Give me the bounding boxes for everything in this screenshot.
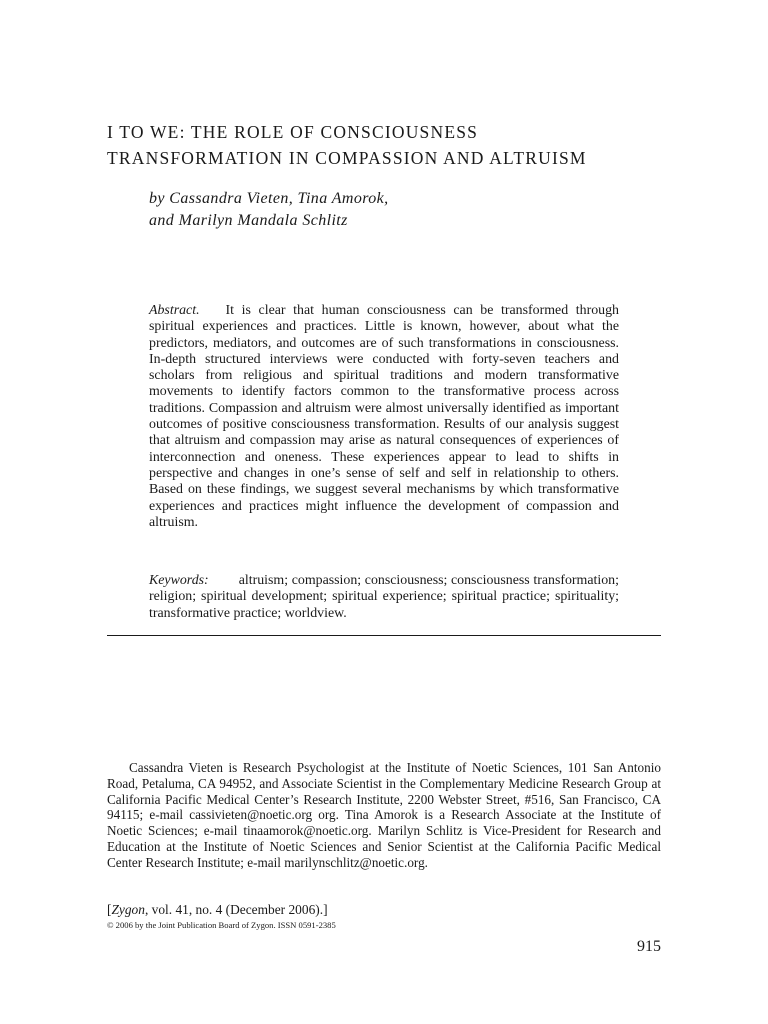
keywords-text: altruism; compassion; consciousness; consciousness transformation; religion; spiritual development; spiritual experience; spiritual practice; spirituality; transformative practice; worldview. [149, 573, 619, 621]
keywords-label: Keywords: [149, 573, 209, 588]
journal-citation [107, 902, 328, 918]
page-number: 915 [637, 938, 661, 955]
abstract [149, 303, 619, 531]
article-title [107, 119, 667, 171]
citation-open-bracket: [ [107, 902, 112, 917]
section-divider [107, 635, 661, 636]
author-line-1: by Cassandra Vieten, Tina Amorok, [149, 190, 389, 207]
author-line-2: and Marilyn Mandala Schlitz [149, 212, 348, 229]
abstract-label: Abstract. [149, 303, 200, 318]
title-line-1: I TO WE: THE ROLE OF CONSCIOUSNESS [107, 122, 479, 142]
citation-journal: Zygon [111, 902, 145, 917]
copyright-notice: © 2006 by the Joint Publication Board of Zygon. ISSN 0591-2385 [107, 920, 336, 930]
title-line-2: TRANSFORMATION IN COMPASSION AND ALTRUISM [107, 148, 587, 168]
citation-details: , vol. 41, no. 4 (December 2006).] [144, 902, 328, 917]
abstract-text: It is clear that human consciousness can be transformed through spiritual experiences and practices. Little is known, however, about what the predictors, mediators, and outcomes are of such transformations in consciousness. In-depth structured interviews were conducted with forty-seven teachers and scholars from religious and spiritual traditions and modern transformative movements to identify factors common to the transformative process across traditions. Compassion and altruism were almost universally identified as important outcomes of positive consciousness transformation. Results of our analysis suggest that altruism and compassion may arise as natural consequences of experiences of interconnection and oneness. These experiences appear to lead to shifts in perspective and changes in one’s sense of self and self in relationship to others. Based on these findings, we suggest several mechanisms by which transformative experiences and practices might influence the development of compassion and altruism. [149, 303, 619, 530]
author-bio-footnote: Cassandra Vieten is Research Psychologist at the Institute of Noetic Sciences, 101 San Antonio Road, Petaluma, CA 94952, and Associate Scientist in the Complementary Medicine Research Group at California Pacific Medical Center’s Research Institute, 2200 Webster Street, #516, San Francisco, CA 94115; e-mail cassivieten@noetic.org org. Tina Amorok is a Research Associate at the Institute of Noetic Sciences; e-mail tinaamorok@noetic.org. Marilyn Schlitz is Vice-President for Research and Education at the Institute of Noetic Sciences and Senior Scientist at the California Pacific Medical Center Research Institute; e-mail marilynschlitz@noetic.org. [107, 760, 661, 870]
author-byline [149, 188, 389, 232]
keywords [149, 573, 619, 622]
